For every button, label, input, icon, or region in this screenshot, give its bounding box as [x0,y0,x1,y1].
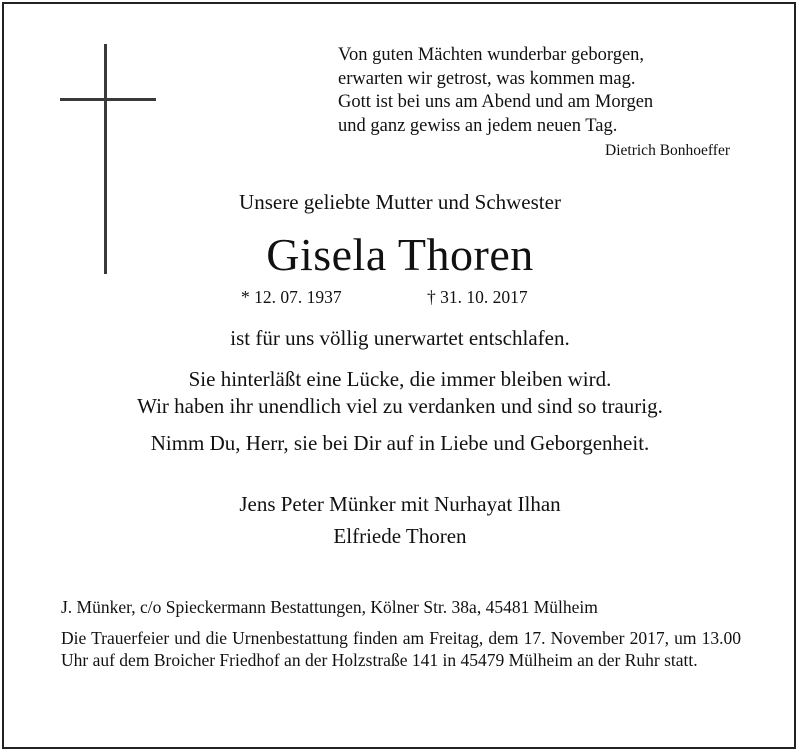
poem-quote [338,44,653,138]
deceased-name: Gisela Thoren [266,229,534,280]
ceremony-info: Die Trauerfeier und die Urnenbestattung finden am Freitag, dem 17. November 2017, um 13.00 Uhr auf dem Broicher Friedhof an der Holzstraße 141 in 45479 Mülheim an der Ruhr statt. [61,628,741,670]
message-line: ist für uns völlig unerwartet entschlafen. [230,326,570,350]
birth-date: * 12. 07. 1937 [241,287,342,307]
mourners-list [0,488,800,552]
poem-line: Gott ist bei uns am Abend und am Morgen [338,92,654,112]
message-block [0,366,800,420]
message-line: Sie hinterläßt eine Lücke, die immer bleiben wird. [188,367,612,391]
message-line: Wir haben ihr unendlich viel zu verdanken und sind so traurig. [137,394,663,418]
mourner-name: Elfriede Thoren [333,524,467,548]
prayer-line: Nimm Du, Herr, sie bei Dir auf in Liebe und Geborgenheit. [150,431,650,455]
intro-line: Unsere geliebte Mutter und Schwester [239,190,561,214]
mourner-name: Jens Peter Münker mit Nurhayat Ilhan [239,492,561,516]
cross-horizontal-bar [60,98,156,101]
contact-address: J. Münker, c/o Spieckermann Bestattungen, Kölner Str. 38a, 45481 Mülheim [61,597,598,617]
death-date: † 31. 10. 2017 [427,287,528,307]
poem-line: erwarten wir getrost, was kommen mag. [338,68,636,89]
poem-line: und ganz gewiss an jedem neuen Tag. [338,115,618,136]
poem-line: Von guten Mächten wunderbar geborgen, [338,45,645,65]
poem-author: Dietrich Bonhoeffer [605,142,730,159]
